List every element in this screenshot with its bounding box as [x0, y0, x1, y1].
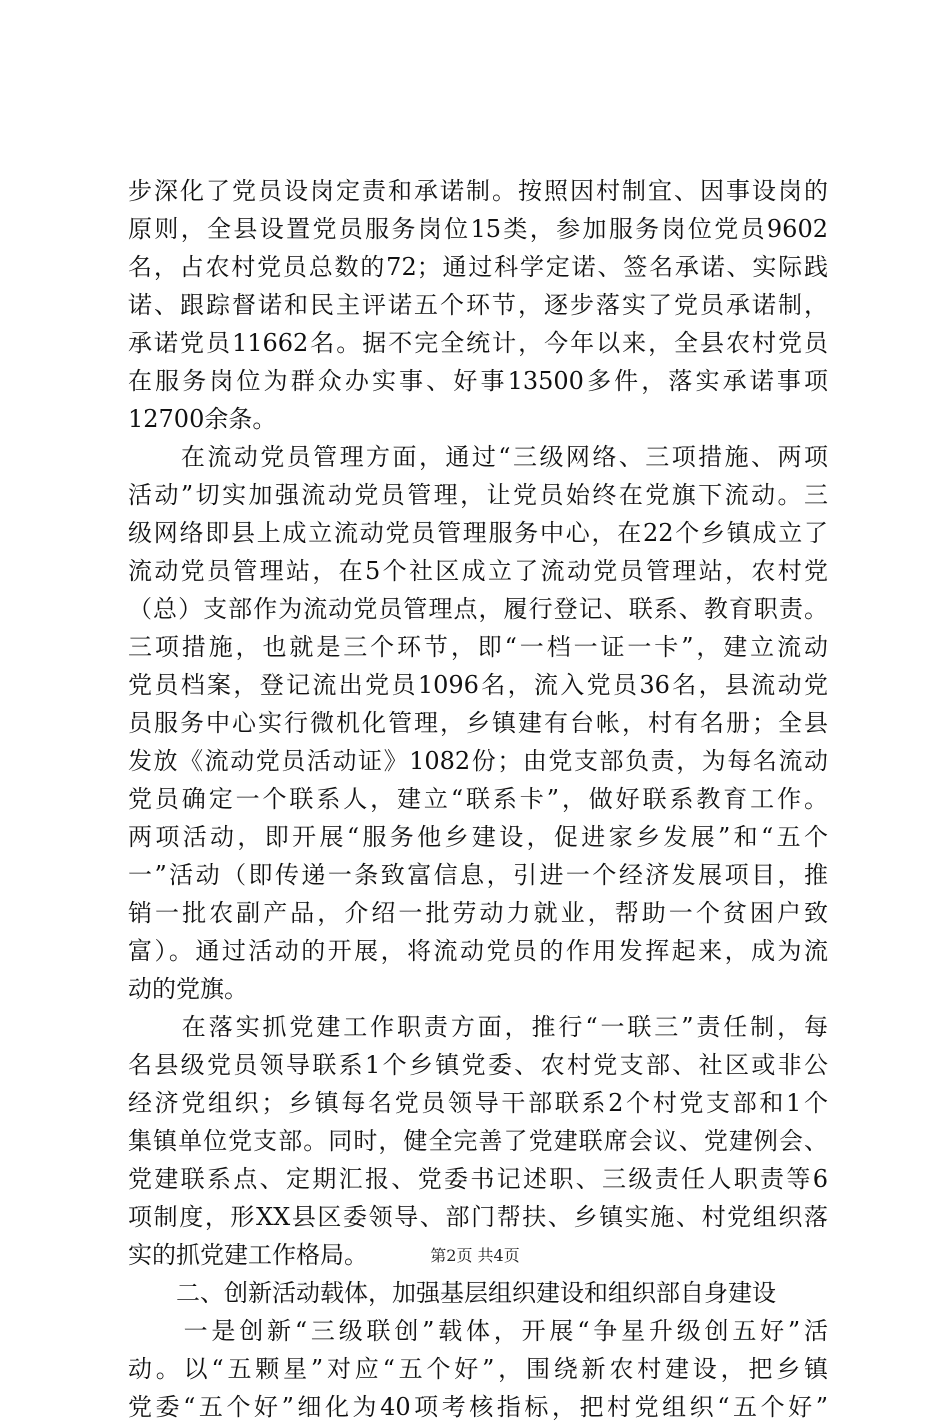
text-line: 实的抓党建工作格局。 [128, 1241, 368, 1269]
text-line: 销一批农副产品，介绍一批劳动力就业，帮助一个贫困户致 [128, 899, 828, 927]
text-line: 一”活动（即传递一条致富信息，引进一个经济发展项目，推 [128, 861, 828, 889]
text-line: 党委“五个好”细化为40项考核指标，把村党组织“五个好” [128, 1393, 828, 1421]
text-line: 在服务岗位为群众办实事、好事13500多件，落实承诺事项 [128, 367, 828, 395]
body-text [128, 172, 828, 1426]
text-line: 富）。通过活动的开展，将流动党员的作用发挥起来，成为流 [128, 937, 828, 965]
text-line: 一是创新“三级联创”载体，开展“争星升级创五好”活 [128, 1317, 828, 1345]
text-line: 流动党员管理站，在5个社区成立了流动党员管理站，农村党 [128, 557, 828, 585]
text-line: 员服务中心实行微机化管理，乡镇建有台帐，村有名册；全县 [128, 709, 828, 737]
text-line: 级网络即县上成立流动党员管理服务中心，在22个乡镇成立了 [128, 519, 828, 547]
text-line: 项制度，形XX县区委领导、部门帮扶、乡镇实施、村党组织落 [128, 1203, 828, 1231]
text-line: 在落实抓党建工作职责方面，推行“一联三”责任制，每 [128, 1013, 828, 1041]
text-line: 诺、跟踪督诺和民主评诺五个环节，逐步落实了党员承诺制， [128, 291, 828, 319]
text-line: 名县级党员领导联系1个乡镇党委、农村党支部、社区或非公 [128, 1051, 828, 1079]
text-line: 步深化了党员设岗定责和承诺制。按照因村制宜、因事设岗的 [128, 177, 828, 205]
text-line: 党员档案，登记流出党员1096名，流入党员36名，县流动党 [128, 671, 828, 699]
text-line: 经济党组织；乡镇每名党员领导干部联系2个村党支部和1个 [128, 1089, 828, 1117]
text-line: 党员确定一个联系人，建立“联系卡”，做好联系教育工作。 [128, 785, 828, 813]
text-line: 动。以“五颗星”对应“五个好”，围绕新农村建设，把乡镇 [128, 1355, 828, 1383]
text-line: 原则，全县设置党员服务岗位15类，参加服务岗位党员9602 [128, 215, 828, 243]
text-line: 两项活动，即开展“服务他乡建设，促进家乡发展”和“五个 [128, 823, 828, 851]
text-line: 名，占农村党员总数的72；通过科学定诺、签名承诺、实际践 [128, 253, 828, 281]
text-line: （总）支部作为流动党员管理点，履行登记、联系、教育职责。 [128, 595, 828, 623]
text-line: 活动”切实加强流动党员管理，让党员始终在党旗下流动。三 [128, 481, 828, 509]
text-line: 集镇单位党支部。同时，健全完善了党建联席会议、党建例会、 [128, 1127, 828, 1155]
text-line: 承诺党员11662名。据不完全统计，今年以来，全县农村党员 [128, 329, 828, 357]
text-line: 动的党旗。 [128, 975, 248, 1003]
page-footer: 第2页 共4页 [430, 1246, 520, 1265]
text-line: 三项措施，也就是三个环节，即“一档一证一卡”，建立流动 [128, 633, 828, 661]
text-line: 在流动党员管理方面，通过“三级网络、三项措施、两项 [128, 443, 828, 471]
text-line: 党建联系点、定期汇报、党委书记述职、三级责任人职责等6 [128, 1165, 828, 1193]
text-line: 发放《流动党员活动证》1082份；由党支部负责，为每名流动 [128, 747, 828, 775]
text-line: 12700余条。 [128, 405, 277, 433]
text-line: 二、创新活动载体，加强基层组织建设和组织部自身建设 [128, 1279, 776, 1307]
